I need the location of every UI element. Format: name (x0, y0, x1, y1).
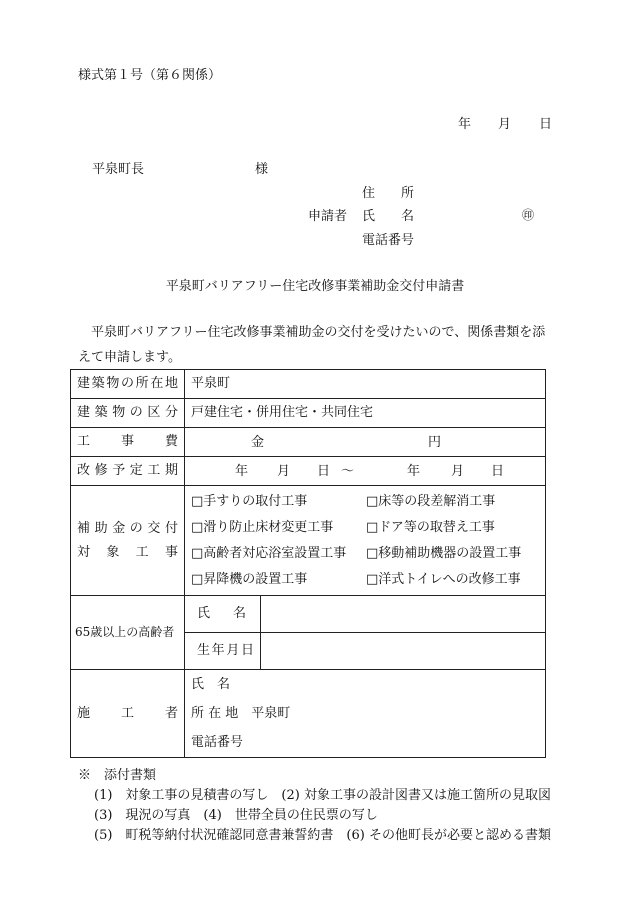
location-value: 平泉町 (185, 370, 546, 399)
elderly-name-label: 氏名 (185, 596, 261, 633)
seal-mark: ㊞ (522, 208, 535, 222)
attachments-line-2: (3) 現況の写真 (4) 世帯全員の住民票の写し (94, 808, 378, 823)
applicant-address-label: 住 所 (362, 186, 415, 201)
eligible-item-door-replace[interactable]: □ドア等の取替え工事 (366, 519, 495, 535)
attachments-section (78, 766, 551, 846)
document-title: 平泉町バリアフリー住宅改修事業補助金交付申請書 (165, 279, 465, 294)
form-number: 様式第１号（第６関係） (78, 68, 222, 83)
elderly-label: 65歳以上の高齢者 (71, 596, 185, 670)
row-cost (71, 428, 546, 457)
schedule-label: 改修予定工期 (71, 457, 185, 486)
eligible-label-line2: 対象工事 (77, 544, 178, 560)
row-elderly-name (71, 596, 546, 633)
eligible-item-lift[interactable]: □昇降機の設置工事 (191, 571, 308, 587)
attachments-line-3: (5) 町税等納付状況確認同意書兼誓約書 (6) その他町長が必要と認める書類 (94, 828, 551, 843)
schedule-from-year: 年 (235, 464, 249, 479)
attachments-line-1: (1) 対象工事の見積書の写し (2) 対象工事の設計図書又は施工箇所の見取図 (94, 788, 551, 803)
row-category (71, 399, 546, 428)
schedule-to-day: 日 (491, 464, 505, 479)
row-eligible-works (71, 486, 546, 596)
eligible-item-antislip-floor[interactable]: □滑り防止床材変更工事 (191, 519, 334, 535)
elderly-dob-label: 生年月日 (185, 633, 261, 670)
eligible-label-line1: 補助金の交付 (77, 520, 178, 536)
elderly-name-value[interactable] (261, 596, 546, 633)
builder-address-value: 平泉町 (251, 706, 291, 721)
cost-unit: 円 (428, 435, 442, 450)
elderly-dob-value[interactable] (261, 633, 546, 670)
builder-cell (185, 670, 546, 758)
category-label: 建築物の区分 (71, 399, 185, 428)
row-location (71, 370, 546, 399)
builder-address-line (191, 699, 545, 728)
builder-label: 施工者 (71, 670, 185, 758)
addressee-suffix: 様 (255, 162, 269, 177)
location-label: 建築物の所在地 (71, 370, 185, 399)
eligible-item-step-removal[interactable]: □床等の段差解消工事 (366, 493, 496, 509)
date-year-label: 年 (458, 117, 472, 132)
applicant-name-label: 氏 名 (362, 209, 415, 224)
body-text: 平泉町バリアフリー住宅改修事業補助金の交付を受けたいので、関係書類を添えて申請します。 (78, 325, 546, 365)
schedule-from-day: 日 (317, 464, 331, 479)
eligible-item-western-toilet[interactable]: □洋式トイレへの改修工事 (366, 571, 521, 587)
applicant-label: 申請者 (308, 209, 348, 224)
eligible-works-cell (185, 486, 546, 596)
attachments-mark: ※ (78, 768, 92, 783)
eligible-label (71, 486, 185, 596)
builder-phone-label: 電話番号 (191, 735, 244, 750)
date-day-label: 日 (539, 117, 553, 132)
application-table (70, 369, 546, 758)
builder-address-label: 所 在 地 (191, 706, 239, 721)
attachments-heading (78, 766, 551, 786)
schedule-from-month: 月 (277, 464, 291, 479)
builder-name-label: 氏 名 (191, 677, 231, 692)
date-month-label: 月 (498, 117, 512, 132)
eligible-item-bathroom[interactable]: □高齢者対応浴室設置工事 (191, 545, 347, 561)
schedule-cell (185, 457, 546, 486)
eligible-item-handrail[interactable]: □手すりの取付工事 (191, 493, 308, 509)
cost-prefix: 金 (251, 435, 265, 450)
eligible-item-mobility-aid[interactable]: □移動補助機器の設置工事 (366, 545, 522, 561)
applicant-phone-label: 電話番号 (362, 233, 415, 248)
row-builder (71, 670, 546, 758)
row-schedule (71, 457, 546, 486)
category-value: 戸建住宅・併用住宅・共同住宅 (185, 399, 546, 428)
cost-label: 工事費 (71, 428, 185, 457)
cost-cell (185, 428, 546, 457)
schedule-to-month: 月 (451, 464, 465, 479)
attachments-heading-text: 添付書類 (104, 768, 157, 783)
addressee-name: 平泉町長 (92, 162, 145, 177)
schedule-to-year: 年 (407, 464, 421, 479)
schedule-separator: ～ (341, 464, 355, 479)
